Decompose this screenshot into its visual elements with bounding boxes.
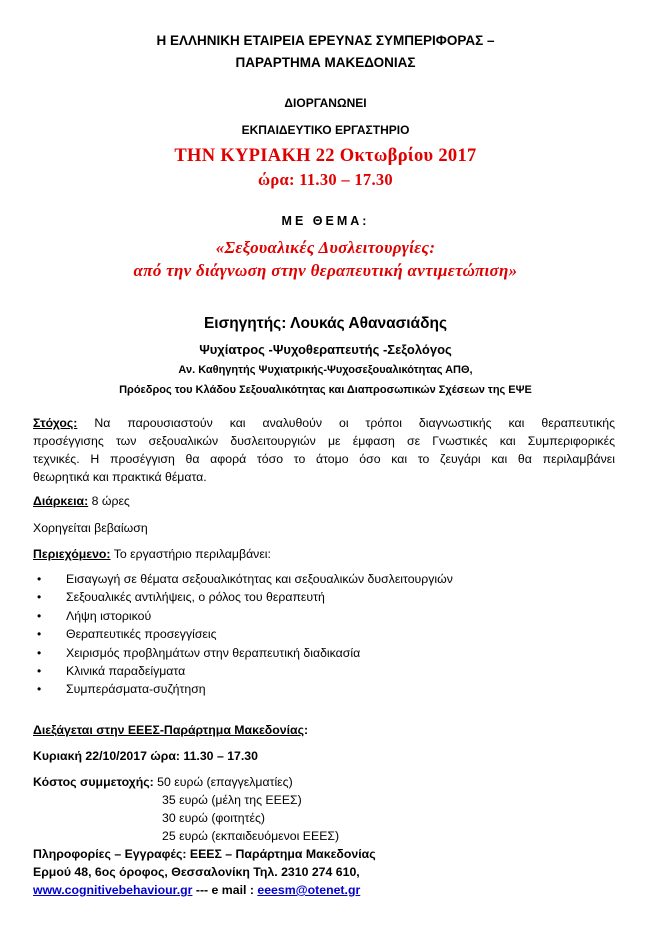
event-type: ΕΚΠΑΙΔΕΥΤΙΚΟ ΕΡΓΑΣΤΗΡΙΟ <box>241 123 410 137</box>
email-separator: --- e mail : <box>192 883 258 897</box>
event-time: ώρα: 11.30 – 17.30 <box>258 170 393 189</box>
list-item: • Εισαγωγή σε θέματα σεξουαλικότητας και σεξουαλικών δυσλειτουργιών <box>33 570 453 588</box>
cost-label: Κόστος συμμετοχής: <box>33 775 154 789</box>
bullet-icon: • <box>37 590 42 605</box>
venue-line: Διεξάγεται στην ΕΕΕΣ-Παράρτημα Μακεδονίας: <box>33 723 309 737</box>
list-item: • Σεξουαλικές αντιλήψεις, ο ρόλος του θεραπευτή <box>33 588 453 606</box>
bullet-icon: • <box>37 608 42 623</box>
cost-line4: 25 ευρώ (εκπαιδευόμενοι ΕΕΕΣ) <box>162 829 340 843</box>
theme-title-line1: «Σεξουαλικές Δυσλειτουργίες: <box>215 238 436 257</box>
email-link[interactable]: eeesm@otenet.gr <box>257 883 361 897</box>
theme-title-line2: από την διάγνωση στην θεραπευτική αντιμετώπιση» <box>133 261 518 280</box>
theme-label: ΜΕ ΘΕΜΑ: <box>281 214 370 228</box>
speaker-position2: Πρόεδρος του Κλάδου Σεξουαλικότητας και Διαπροσωπικών Σχέσεων της ΕΨΕ <box>119 384 532 396</box>
org-name-line1: Η ΕΛΛΗΝΙΚΗ ΕΤΑΙΡΕΙΑ ΕΡΕΥΝΑΣ ΣΥΜΠΕΡΙΦΟΡΑΣ – <box>156 33 495 48</box>
organizes-label: ΔΙΟΡΓΑΝΩΝΕΙ <box>284 96 367 110</box>
duration-label: Διάρκεια: <box>33 494 89 508</box>
bullet-icon: • <box>37 663 42 678</box>
cost-line3: 30 ευρώ (φοιτητές) <box>162 811 266 825</box>
cost-first-line <box>33 775 293 789</box>
cost-line1: 50 ευρώ (επαγγελματίες) <box>153 775 293 789</box>
speaker-role: Ψυχίατρος -Ψυχοθεραπευτής -Σεξολόγος <box>199 342 452 357</box>
content-heading <box>33 547 271 561</box>
duration-value: 8 ώρες <box>88 494 130 508</box>
org-name-line2: ΠΑΡΑΡΤΗΜΑ ΜΑΚΕΔΟΝΙΑΣ <box>235 55 416 70</box>
goal-line1: Στόχος: Να παρουσιαστούν και αναλυθούν οι τρόποι διαγνωστικής και θεραπευτικής <box>33 416 615 430</box>
content-label: Περιεχόμενο: <box>33 547 111 561</box>
list-item: • Κλινικά παραδείγματα <box>33 662 453 680</box>
bullet-icon: • <box>37 572 42 586</box>
bullet-icon: • <box>37 627 42 642</box>
contact-address: Ερμού 48, 6ος όροφος, Θεσσαλονίκη Τηλ. 2310 274 610, <box>33 865 360 879</box>
goal-line2: προσέγγισης των σεξουαλικών δυσλειτουργιών με έμφαση σε Γνωστικές και Συμπεριφορικές <box>33 434 615 448</box>
speaker-position1: Αν. Καθηγητής Ψυχιατρικής-Ψυχοσεξουαλικότητας ΑΠΘ, <box>178 364 473 376</box>
certificate-note: Χορηγείται βεβαίωση <box>33 521 148 535</box>
contact-links <box>33 883 360 897</box>
contact-info: Πληροφορίες – Εγγραφές: ΕΕΕΣ – Παράρτημα Μακεδονίας <box>33 847 376 861</box>
venue-label: Διεξάγεται στην ΕΕΕΣ-Παράρτημα Μακεδονίας <box>33 723 304 737</box>
list-item: • Χειρισμός προβλημάτων στην θεραπευτική διαδικασία <box>33 644 453 662</box>
content-intro: Το εργαστήριο περιλαμβάνει: <box>110 547 271 561</box>
list-item: • Λήψη ιστορικού <box>33 607 453 625</box>
goal-line3: τεχνικές. Η προσέγγιση θα αφορά τόσο το άτομο όσο και το ζευγάρι και θα περιλαμβάνει <box>33 452 615 466</box>
bullet-icon: • <box>37 682 42 697</box>
event-date: ΤΗΝ ΚΥΡΙΑΚΗ 22 Οκτωβρίου 2017 <box>174 146 477 166</box>
list-item: • Θεραπευτικές προσεγγίσεις <box>33 625 453 643</box>
goal-line4: θεωρητικά και πρακτικά θέματα. <box>33 470 207 484</box>
bullet-icon: • <box>37 645 42 660</box>
goal-paragraph <box>33 414 615 486</box>
list-item: • Συμπεράσματα-συζήτηση <box>33 680 453 698</box>
goal-label: Στόχος: <box>33 416 78 430</box>
content-list <box>33 570 453 699</box>
website-link[interactable]: www.cognitivebehaviour.gr <box>33 883 193 897</box>
cost-line2: 35 ευρώ (μέλη της ΕΕΕΣ) <box>162 793 302 807</box>
schedule-line: Κυριακή 22/10/2017 ώρα: 11.30 – 17.30 <box>33 749 258 763</box>
speaker-name: Εισηγητής: Λουκάς Αθανασιάδης <box>203 315 448 332</box>
duration <box>33 494 130 508</box>
